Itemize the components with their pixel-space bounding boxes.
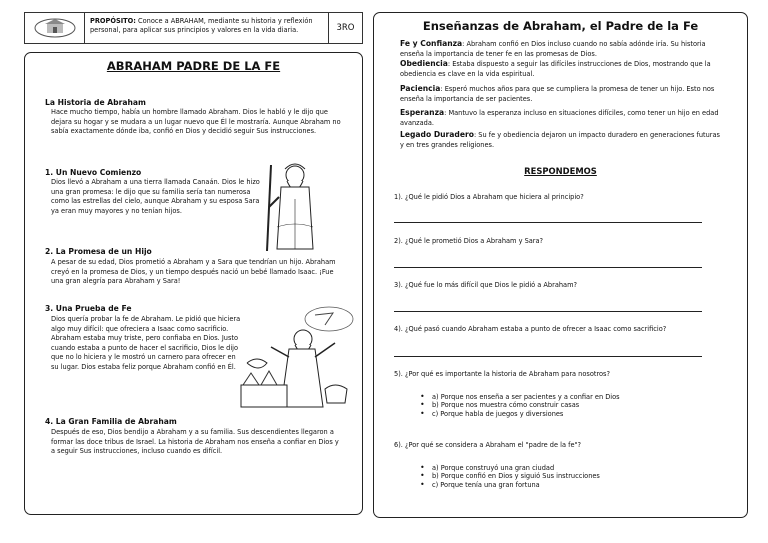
question-5-options: [432, 393, 620, 418]
section-text: Después de eso, Dios bendijo a Abraham y a su familia. Sus descendientes llegaron a formar las doce tribus de Israel. La historia de Abraham nos enseña a confiar en Dios y a seguir Sus instrucciones, incluso cuando es difícil.: [51, 428, 339, 456]
teachings-panel: [373, 12, 748, 518]
question-1: 1). ¿Qué le pidió Dios a Abraham que hiciera al principio?: [394, 193, 584, 201]
virtue-text: : Mantuvo la esperanza incluso en situaciones difíciles, como tener un hijo en edad avanzada.: [400, 109, 719, 127]
abraham-illustration: [257, 157, 327, 253]
virtue-text: : Su fe y obediencia dejaron un impacto duradero en generaciones futuras y en tres grandes religiones.: [400, 131, 720, 149]
header-box: [24, 12, 363, 44]
section-heading: 2. La Promesa de un Hijo: [45, 247, 152, 256]
virtue-text: : Estaba dispuesto a seguir las difíciles instrucciones de Dios, mostrando que la obediencia es clave en la vida espiritual.: [400, 60, 711, 78]
virtue-item: [400, 108, 720, 128]
answer-line-2[interactable]: [394, 267, 702, 268]
virtue-item: [400, 130, 720, 150]
virtue-item: [400, 39, 720, 59]
section-heading: La Historia de Abraham: [45, 98, 146, 107]
section-heading: 1. Un Nuevo Comienzo: [45, 168, 142, 177]
answer-line-3[interactable]: [394, 311, 702, 312]
option-item[interactable]: • c) Porque tenía una gran fortuna: [432, 481, 600, 489]
section-heading: 4. La Gran Familia de Abraham: [45, 417, 177, 426]
section-heading: 3. Una Prueba de Fe: [45, 304, 132, 313]
section-text: Dios llevó a Abraham a una tierra llamada Canaán. Dios le hizo una gran promesa: le dijo que su familia sería tan numerosa como las estrellas del cielo, aunque Abraham y su esposa Sara ya eran muy mayores y no tenían hijos.: [51, 178, 260, 215]
story-panel: [24, 52, 363, 515]
purpose-label: PROPÓSITO:: [90, 17, 136, 25]
question-3: 3). ¿Qué fue lo más difícil que Dios le pidió a Abraham?: [394, 281, 578, 289]
teachings-title: Enseñanzas de Abraham, el Padre de la Fe: [422, 19, 699, 33]
question-6: 6). ¿Por qué se considera a Abraham el "padre de la fe"?: [394, 441, 582, 449]
virtue-item: [400, 59, 720, 79]
option-item[interactable]: • a) Porque construyó una gran ciudad: [432, 464, 600, 472]
answer-line-1[interactable]: [394, 222, 702, 223]
option-item[interactable]: • b) Porque nos muestra cómo construir casas: [432, 401, 620, 409]
virtue-name: Fe y Confianza: [400, 39, 463, 48]
virtue-text: : Abraham confió en Dios incluso cuando no sabía adónde iría. Su historia enseña la importancia de tener fe en las promesas de Dios.: [400, 40, 706, 58]
question-6-options: [432, 464, 600, 489]
option-item[interactable]: • b) Porque confió en Dios y siguió Sus instrucciones: [432, 472, 600, 480]
grade-label: 3RO: [336, 23, 355, 33]
option-item[interactable]: • c) Porque habla de juegos y diversiones: [432, 410, 620, 418]
school-logo: [25, 13, 85, 43]
virtue-name: Paciencia: [400, 84, 441, 93]
respondemos-heading: RESPONDEMOS: [524, 166, 597, 176]
answer-line-4[interactable]: [394, 356, 702, 357]
question-5: 5). ¿Por qué es importante la historia de Abraham para nosotros?: [394, 370, 610, 378]
virtue-name: Obediencia: [400, 59, 448, 68]
purpose-text: [85, 13, 329, 43]
question-2: 2). ¿Qué le prometió Dios a Abraham y Sara?: [394, 237, 544, 245]
sacrifice-illustration: [237, 303, 355, 413]
section-text: Hace mucho tiempo, había un hombre llamado Abraham. Dios le habló y le dijo que dejara su hogar y se mudara a un lugar nuevo que Él le mostraría. Aunque Abraham no sabía exactamente dónde iba, confió en Dios y decidió seguir Sus instrucciones.: [51, 108, 341, 136]
section-text: Dios quería probar la fe de Abraham. Le pidió que hiciera algo muy difícil: que ofreciera a Isaac como sacrificio. Abraham estaba muy triste, pero confiaba en Dios. Justo cuando estaba a punto de hacer el sacrificio, Dios le dijo que no lo hiciera y le mostró un carnero para ofrecer en su lugar. Dios estaba feliz porque Abraham confió en Él.: [51, 315, 241, 371]
virtue-name: Legado Duradero: [400, 130, 474, 139]
question-4: 4). ¿Qué pasó cuando Abraham estaba a punto de ofrecer a Isaac como sacrificio?: [394, 325, 667, 333]
virtue-name: Esperanza: [400, 108, 445, 117]
option-item[interactable]: • a) Porque nos enseña a ser pacientes y a confiar en Dios: [432, 393, 620, 401]
virtue-text: : Esperó muchos años para que se cumpliera la promesa de tener un hijo. Esto nos enseña la importancia de ser pacientes.: [400, 85, 715, 103]
purpose-body: Conoce a ABRAHAM, mediante su historia y reflexión personal, para aplicar sus principios y valores en la vida diaria.: [90, 17, 313, 34]
story-title: ABRAHAM PADRE DE LA FE: [106, 59, 281, 73]
section-text: A pesar de su edad, Dios prometió a Abraham y a Sara que tendrían un hijo. Abraham creyó en la promesa de Dios, y un tiempo después nació un bebé llamado Isaac. ¡Fue una gran alegría para Abraham y Sara!: [51, 258, 336, 286]
virtue-item: [400, 84, 720, 104]
